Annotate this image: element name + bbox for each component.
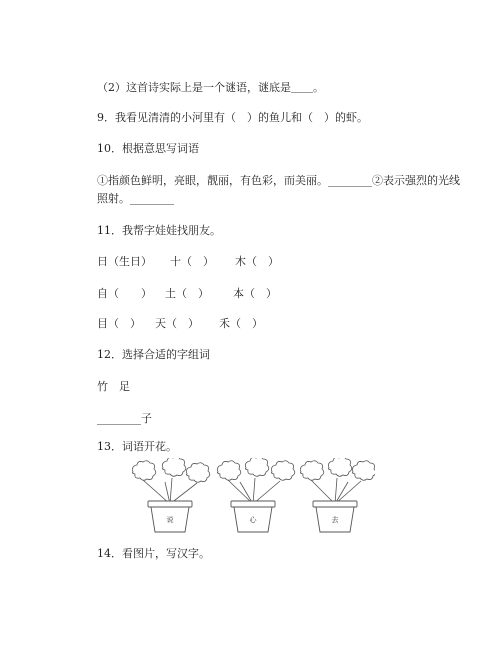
q10-title: 10．根据意思写词语 xyxy=(97,142,199,155)
pot-3-label: 去 xyxy=(331,516,339,524)
q11-r3-c2: 天（ ） xyxy=(155,317,199,330)
flower-pots-illustration xyxy=(125,458,375,536)
q11-r1-c1: 日（生日） xyxy=(97,255,152,268)
flower-pot-1 xyxy=(132,458,209,532)
q11-r2-c2: 土（ ） xyxy=(165,287,209,300)
q12-title: 12．选择合适的字组词 xyxy=(97,348,210,361)
q11-r1-c2: 十（ ） xyxy=(170,255,214,268)
q12-choices: 竹 足 xyxy=(97,380,130,393)
q8-part2: （2）这首诗实际上是一个谜语，谜底是＿＿。 xyxy=(97,81,324,94)
q11-title: 11．我帮字娃娃找朋友。 xyxy=(97,224,221,237)
q11-r3-c1: 目（ ） xyxy=(97,317,141,330)
flower-pot-2 xyxy=(217,458,294,532)
q11-r3-c3: 禾（ ） xyxy=(219,317,263,330)
q11-r1-c3: 木（ ） xyxy=(235,255,279,268)
q14-title: 14．看图片，写汉字。 xyxy=(97,547,210,560)
flower-pot-3 xyxy=(300,458,375,532)
q13-title: 13．词语开花。 xyxy=(97,440,177,453)
q9-sentence: 9．我看见清清的小河里有（ ）的鱼儿和（ ）的虾。 xyxy=(97,111,368,124)
q11-r2-c1: 自（ ） xyxy=(97,287,152,300)
q10-line2: 照射。________ xyxy=(97,192,174,205)
q12-answer-line: ________子 xyxy=(97,412,152,425)
pot-1-label: 说 xyxy=(166,516,174,524)
q10-line1: ①指颜色鲜明，亮眼，靓丽，有色彩，而美丽。________②表示强烈的光线 xyxy=(97,174,460,187)
q11-r2-c3: 本（ ） xyxy=(233,287,277,300)
pot-2-label: 心 xyxy=(249,516,257,524)
